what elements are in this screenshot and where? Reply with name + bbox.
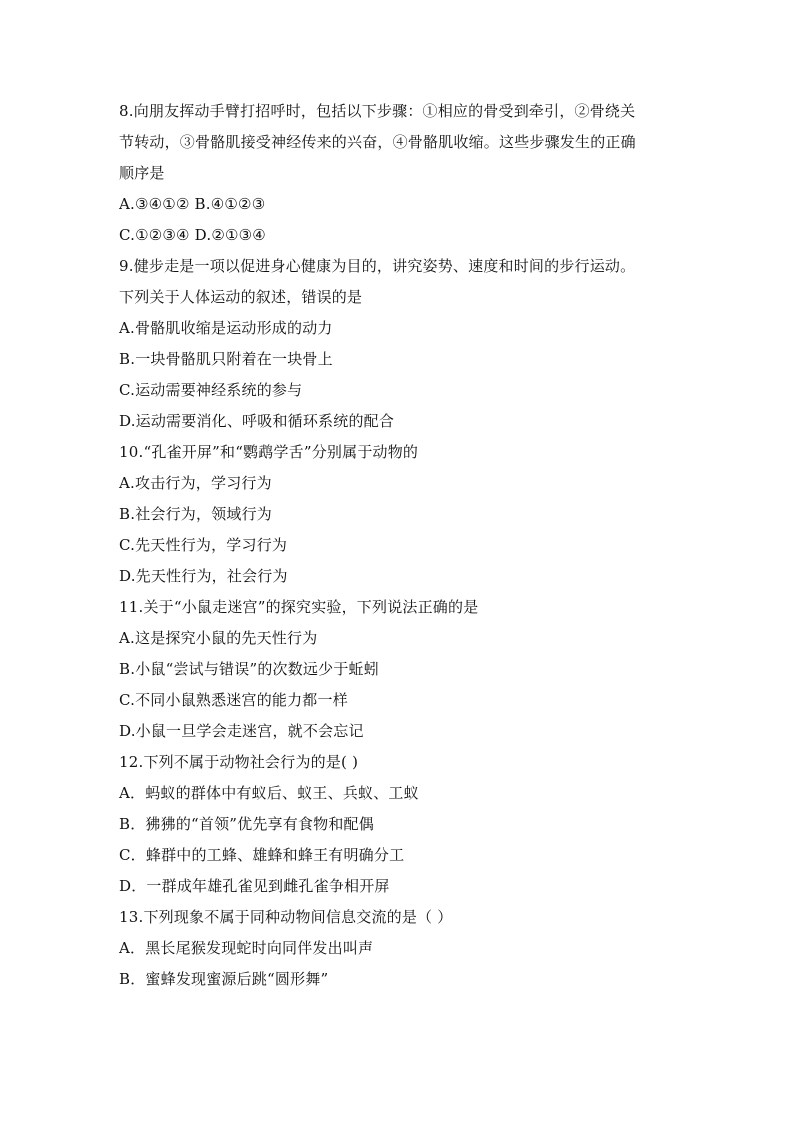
answer-option: B.一块骨骼肌只附着在一块骨上: [119, 350, 333, 368]
question-stem-line: 顺序是: [119, 164, 165, 182]
answer-option: B.社会行为，领域行为: [119, 505, 272, 523]
question-9: [119, 251, 689, 437]
question-stem-line: 10.“孔雀开屏”和“鹦鹉学舌”分别属于动物的: [119, 443, 419, 461]
question-stem-line: 13.下列现象不属于同种动物间信息交流的是（ ）: [119, 908, 453, 926]
answer-option: C.①②③④ D.②①③④: [119, 226, 266, 244]
answer-option: A．蚂蚁的群体中有蚁后、蚁王、兵蚁、工蚁: [119, 784, 419, 802]
answer-option: C.先天性行为，学习行为: [119, 536, 288, 554]
answer-option: B．蜜蜂发现蜜源后跳“圆形舞”: [119, 970, 329, 988]
question-12: [119, 747, 689, 902]
question-13: [119, 902, 689, 995]
answer-option: A.这是探究小鼠的先天性行为: [119, 629, 318, 647]
question-8: [119, 96, 689, 251]
answer-option: A.③④①② B.④①②③: [119, 195, 266, 213]
answer-option: C．蜂群中的工蜂、雄蜂和蜂王有明确分工: [119, 846, 405, 864]
question-stem-line: 下列关于人体运动的叙述，错误的是: [119, 288, 363, 306]
answer-option: D．一群成年雄孔雀见到雌孔雀争相开屏: [119, 877, 390, 895]
answer-option: B．狒狒的“首领”优先享有食物和配偶: [119, 815, 374, 833]
answer-option: D.先天性行为，社会行为: [119, 567, 288, 585]
answer-option: B.小鼠“尝试与错误”的次数远少于蚯蚓: [119, 660, 379, 678]
question-stem-line: 11.关于“小鼠走迷宫”的探究实验，下列说法正确的是: [119, 598, 479, 616]
answer-option: A．黑长尾猴发现蛇时向同伴发出叫声: [119, 939, 374, 957]
question-list: [119, 96, 689, 995]
answer-option: A.骨骼肌收缩是运动形成的动力: [119, 319, 333, 337]
answer-option: C.运动需要神经系统的参与: [119, 381, 303, 399]
answer-option: D.小鼠一旦学会走迷宫，就不会忘记: [119, 722, 364, 740]
question-stem-line: 9.健步走是一项以促进身心健康为目的，讲究姿势、速度和时间的步行运动。: [119, 257, 636, 275]
question-stem-line: 节转动，③骨骼肌接受神经传来的兴奋，④骨骼肌收缩。这些步骤发生的正确: [119, 133, 636, 151]
answer-option: C.不同小鼠熟悉迷宫的能力都一样: [119, 691, 348, 709]
question-stem-line: 12.下列不属于动物社会行为的是( ): [119, 753, 359, 771]
answer-option: D.运动需要消化、呼吸和循环系统的配合: [119, 412, 395, 430]
answer-option: A.攻击行为，学习行为: [119, 474, 272, 492]
question-stem-line: 8.向朋友挥动手臂打招呼时，包括以下步骤：①相应的骨受到牵引，②骨绕关: [119, 102, 636, 120]
question-11: [119, 592, 689, 747]
question-10: [119, 437, 689, 592]
